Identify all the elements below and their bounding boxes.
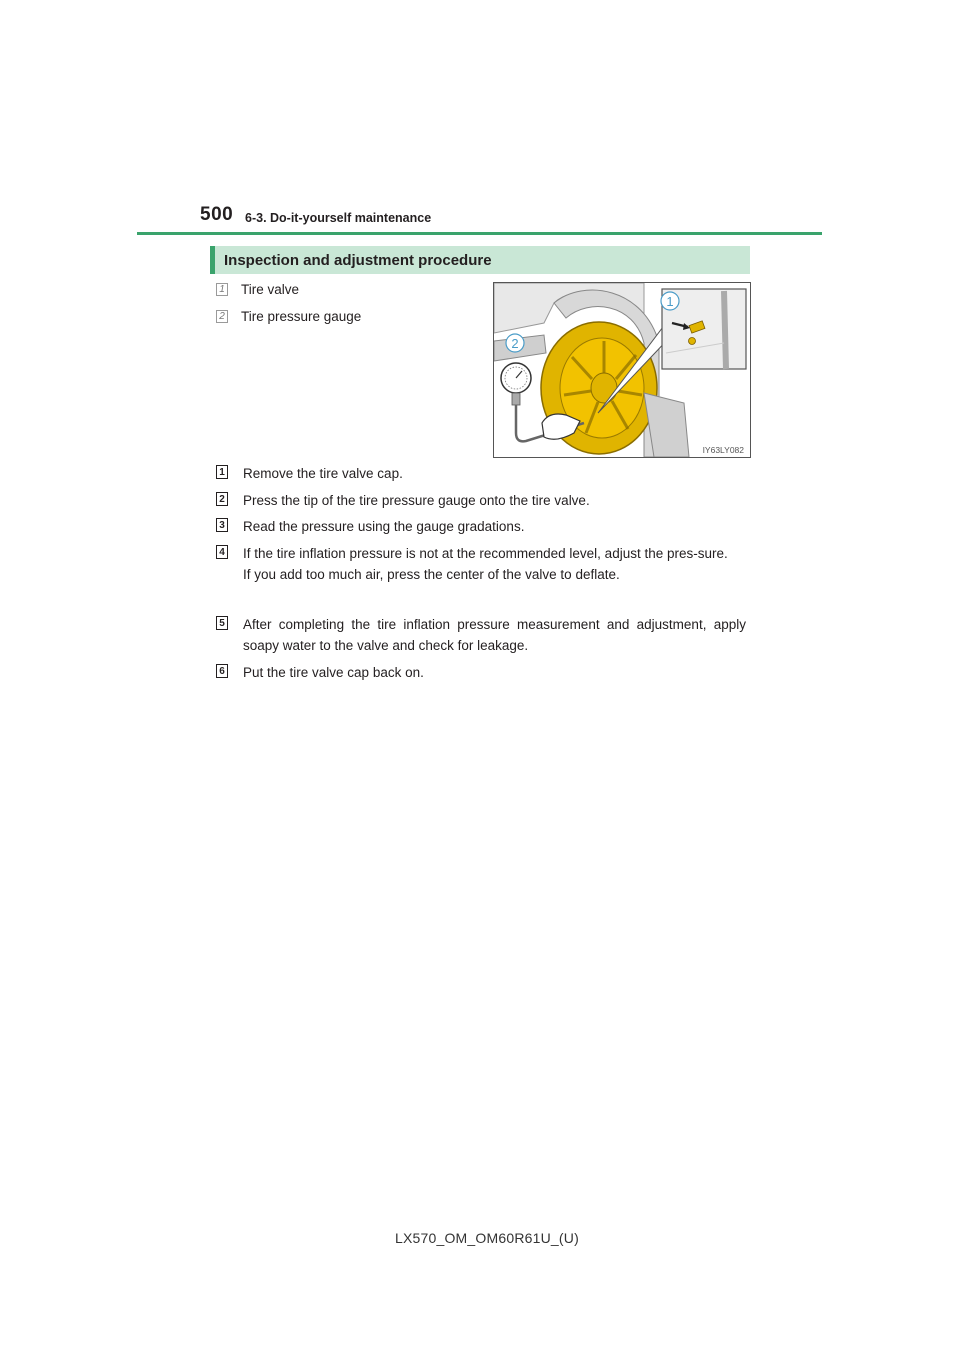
step-number: 1 bbox=[216, 465, 228, 479]
step-text: After completing the tire inflation pressure measurement and adjustment, apply soapy water to the valve and check for leakage. bbox=[243, 617, 746, 653]
page-number: 500 bbox=[200, 204, 234, 225]
step-2 bbox=[216, 490, 746, 511]
step-text: Press the tip of the tire pressure gauge onto the tire valve. bbox=[243, 493, 590, 508]
callout-2: 2 bbox=[511, 336, 519, 351]
section-title: 6-3. Do-it-yourself maintenance bbox=[245, 211, 432, 225]
legend-number: 1 bbox=[216, 283, 228, 296]
step-number: 3 bbox=[216, 518, 228, 532]
step-text: If the tire inflation pressure is not at the recommended level, adjust the pres-sure. bbox=[243, 546, 728, 561]
header-rule bbox=[137, 232, 822, 235]
procedure-heading bbox=[210, 246, 750, 274]
figure-code: IY63LY082 bbox=[702, 445, 744, 455]
step-3 bbox=[216, 516, 746, 537]
legend-item-1 bbox=[216, 282, 299, 297]
step-text: Remove the tire valve cap. bbox=[243, 466, 403, 481]
legend-label: Tire pressure gauge bbox=[241, 309, 362, 324]
legend-item-2 bbox=[216, 309, 361, 324]
step-text: Read the pressure using the gauge gradations. bbox=[243, 519, 525, 534]
step-6 bbox=[216, 662, 746, 683]
step-1 bbox=[216, 463, 746, 484]
step-number: 6 bbox=[216, 664, 228, 678]
step-4 bbox=[216, 543, 746, 585]
callout-1: 1 bbox=[666, 294, 674, 309]
step-number: 4 bbox=[216, 545, 228, 559]
footer-doc-id: LX570_OM_OM60R61U_(U) bbox=[395, 1230, 579, 1246]
tire-pressure-figure bbox=[493, 282, 751, 458]
step-note: If you add too much air, press the center of the valve to deflate. bbox=[243, 567, 620, 582]
step-number: 5 bbox=[216, 616, 228, 630]
step-number: 2 bbox=[216, 492, 228, 506]
tire-illustration bbox=[494, 283, 750, 457]
step-text: Put the tire valve cap back on. bbox=[243, 665, 424, 680]
procedure-title: Inspection and adjustment procedure bbox=[224, 251, 492, 269]
step-5 bbox=[216, 614, 746, 656]
legend-label: Tire valve bbox=[241, 282, 300, 297]
legend-number: 2 bbox=[216, 310, 228, 323]
heading-accent-bar bbox=[210, 246, 215, 274]
